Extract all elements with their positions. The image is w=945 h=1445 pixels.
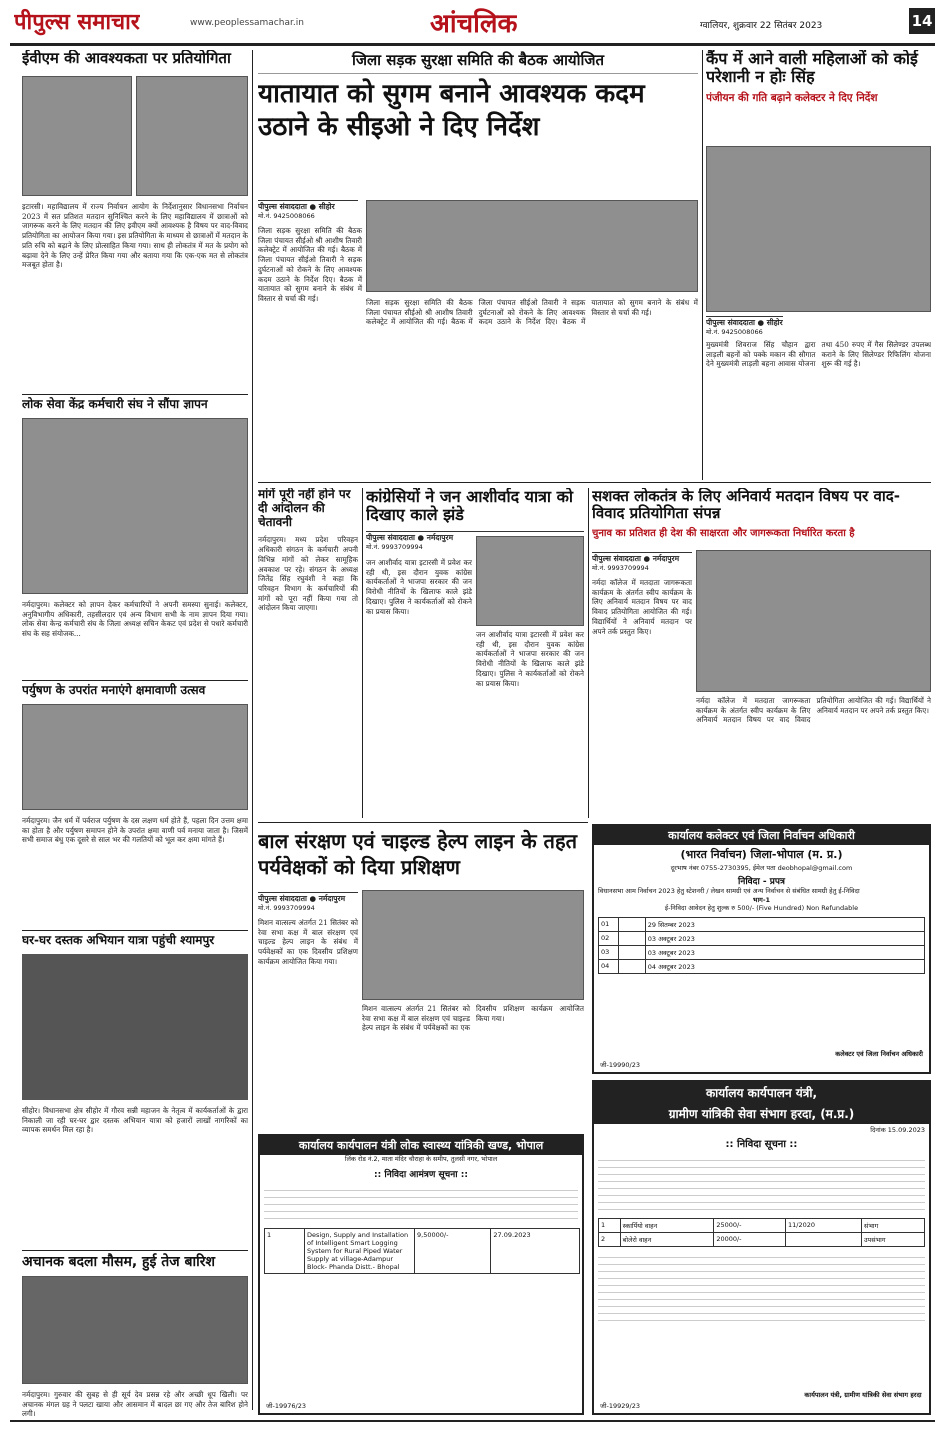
story-headline: मांगें पूरी नहीं होने पर दी आंदोलन की चेतावनी: [258, 488, 351, 529]
story-body: नर्मदापुरम। कलेक्टर को ज्ञापन देकर कर्मचारियों ने अपनी समस्या सुनाई। कलेक्टर, अनुविभागीय अधिकारी, तहसीलदार एवं अन्य विभाग सभी के नाम ज्ञापन दिया गया। लोक सेवा केन्द्र कर्मचारी संघ के जिला अध्यक्ष सचिन केकट एवं प्रदेश से पधारे कर्मचारी संघ के सह संयोजक...: [22, 600, 248, 639]
cell: 11/2020: [786, 1219, 862, 1233]
cell: 20000/-: [714, 1233, 786, 1247]
bal-story: [258, 828, 584, 1128]
mange-story: [258, 488, 358, 818]
ad-subtitle: ग्रामीण यांत्रिकी सेवा संभाग हरदा, (म.प्र.): [594, 1103, 929, 1124]
tender-table: 1 Design, Supply and Installation of Intelligent Smart Logging System for Rural Piped Water Supply at village-Adampur Block- Phanda Distt.- Bhopal 9,50000/- 27.09.2023: [264, 1228, 580, 1274]
story-headline: कैंप में आने वाली महिलाओं को कोई परेशानी न होः सिंह: [706, 50, 918, 87]
website: www.peoplessamachar.in: [190, 18, 304, 28]
ad-date: दिनांक 15.09.2023: [870, 1126, 925, 1134]
story-photo: [22, 76, 132, 196]
ad-notice-body: विधानसभा आम निर्वाचन 2023 हेतु स्टेशनरी / लेखन सामग्री एवं अन्य निर्वाचन से संबंधित सामग्री हेतु ई-निविदा: [598, 887, 860, 896]
byline: पीपुल्स संवाददाता ● नर्मदापुरम: [258, 892, 358, 904]
cell: 2: [599, 1233, 621, 1247]
ad-footer: कलेक्टर एवं जिला निर्वाचन अधिकारी: [835, 1049, 923, 1058]
ad-address: लिंक रोड नं.2, माता मंदिर चौराहा के समीप, तुलसी नगर, भोपाल: [344, 1155, 498, 1163]
story-photo: [362, 890, 584, 1000]
story-body: नर्मदापुरम। जैन धर्म में पर्वराज पर्युषण के दस लक्षण धर्म होते हैं, पहला दिन उत्तम क्षमा का होता है और पर्युषण समापन होने के उपरांत क्षमा वाणी पर्व मनाया जाता है। जिसमें सभी समाज बंधु एक दूसरे से साल भर की गलतियों को भूल कर क्षमा मांगते हैं।: [22, 816, 248, 845]
story-photo: [366, 200, 698, 292]
story-photo: [22, 954, 248, 1100]
cell: बोलेरो वाहन: [620, 1233, 714, 1247]
lok-swasthya-ad: [258, 1134, 584, 1415]
ad-phone: दूरभाष नंबर 0755-2730395, ईमेल पता deobhopal@gmail.com: [670, 864, 853, 872]
story-photo: [22, 1276, 248, 1384]
amount-cell: 9,50000/-: [415, 1229, 491, 1274]
ad-ref: जी-19990/23: [600, 1060, 640, 1069]
matdan-story: [592, 488, 931, 818]
story-headline: अचानक बदला मौसम, हुई तेज बारिश: [22, 1254, 215, 1270]
ad-subtitle: (भारत निर्वाचन) जिला-भोपाल (म. प्र.): [680, 848, 843, 861]
ad-terms: [598, 1251, 925, 1321]
story-photo: [136, 76, 248, 196]
story-photo: [22, 704, 248, 810]
ad-notice-text: [264, 1184, 578, 1224]
ad-footer: कार्यपालन यंत्री, ग्रामीण यांत्रिकी सेवा संभाग हरदा: [804, 1390, 922, 1399]
cell: 25000/-: [714, 1219, 786, 1233]
date-cell: 03 अक्टूबर 2023: [645, 931, 924, 945]
date-cell: 03 अक्टूबर 2023: [645, 945, 924, 959]
story-body: सीहोर। विधानसभा क्षेत्र सीहोर में गौरव सन्नी महाजन के नेतृत्व में कार्यकर्ताओं के द्वारा निकाली जा रही घर-घर द्वार दस्तक अभियान यात्रा को हजारों लाखों नागरिकों का व्यापक समर्थन मिल रहा है।: [22, 1106, 248, 1135]
item-cell: Design, Supply and Installation of Intelligent Smart Logging System for Rural Piped Water Supply at village-Adampur Block- Phanda Distt.- Bhopal: [305, 1229, 415, 1274]
logo: पीपुल्स समाचार: [14, 9, 140, 35]
story-headline: सशक्त लोकतंत्र के लिए अनिवार्य मतदान विषय पर वाद-विवाद प्रतियोगिता संपन्न: [592, 488, 900, 523]
story-headline: कांग्रेसियों ने जन आशीर्वाद यात्रा को दिखाए काले झंडे: [366, 488, 574, 525]
ad-fee: ई-निविदा आवेदन हेतु शुल्क रु 500/- (Five Hundred) Non Refundable: [664, 904, 859, 913]
section-title: आंचलिक: [430, 9, 518, 39]
story-photo: [22, 418, 248, 594]
byline: पीपुल्स संवाददाता ● नर्मदापुरम: [592, 552, 692, 564]
story-body: नर्मदापुरम। मध्य प्रदेश परिवहन अधिकारी संगठन के कर्मचारी अपनी विभिन्न मांगों को लेकर सामूहिक अवकाश पर रहे। संगठन के अध्यक्ष जितेंद्र सिंह रघुवंशी ने कहा कि परिवहन विभाग के कर्मचारियों की मांगों को पूरा नहीं किया गया तो आंदोलन किया जाएगा।: [258, 535, 358, 613]
story-body: मुख्यमंत्री शिवराज सिंह चौहान द्वारा लाड़ली बहनों को पक्के मकान की सौगात देने मुख्यमंत्री लाड़ली बहना आवास योजना तथा 450 रुपए में गैस सिलेण्डर उपलब्ध कराने के लिए सिलेण्डर रिफिलिंग योजना शुरू की गई है।: [706, 340, 931, 369]
ad-notice-title: :: निविदा सूचना ::: [725, 1139, 798, 1151]
cell: संभाग: [861, 1219, 924, 1233]
tender-table: 01 29 सितम्बर 2023 02 03 अक्टूबर 2023 03 03 अक्टूबर 2023 04 04 अक्टूबर 2023: [598, 917, 925, 974]
ad-notice-title: :: निविदा आमंत्रण सूचना ::: [374, 1170, 468, 1181]
story-headline: पर्युषण के उपरांत मनाएंगे क्षमावाणी उत्सव: [22, 683, 206, 697]
byline: पीपुल्स संवाददाता ● सीहोर: [706, 318, 783, 327]
story-subhead: चुनाव का प्रतिशत ही देश की साक्षरता और जागरूकता निर्धारित करता है: [592, 527, 855, 539]
ad-ref: जी-19976/23: [266, 1401, 306, 1410]
story-body: नर्मदापुरम। गुरुवार की सुबह से ही सूर्य देव प्रसन्न रहे और अच्छी धूप खिली। पर अचानक मंगल ग्रह ने पलटा खाया और आसमान में बादल छा गए और तेज बारिश होने लगी।: [22, 1390, 248, 1419]
story-body: नर्मदा कॉलेज में मतदाता जागरूकता कार्यक्रम के अंतर्गत स्वीप कार्यक्रम के लिए अनिवार्य मतदान विषय पर वाद विवाद प्रतियोगिता आयोजित की गई। विद्यार्थियों ने अनिवार्य मतदान पर अपने तर्क प्रस्तुत किए।: [696, 696, 931, 725]
story-headline: घर-घर दस्तक अभियान यात्रा पहुंची श्यामपुर: [22, 933, 215, 947]
mobile: मो.नं. 9425008066: [706, 328, 763, 336]
lead-headline: यातायात को सुगम बनाने आवश्यक कदम उठाने के सीइओ ने दिए निर्देश: [258, 79, 645, 142]
right-story: [706, 50, 931, 480]
byline: पीपुल्स संवाददाता ● सीहोर: [258, 200, 358, 212]
date-cell: 29 सितम्बर 2023: [645, 917, 924, 931]
dateline: ग्वालियर, शुक्रवार 22 सितंबर 2023: [700, 21, 823, 31]
story-body: जन आशीर्वाद यात्रा इटारसी में प्रवेश कर रही थी, इस दौरान युवक कांग्रेस कार्यकर्ताओं ने भाजपा सरकार की जन विरोधी नीतियों के खिलाफ काले झंडे दिखाए। पुलिस ने कार्यकर्ताओं को रोकने का प्रयास किया।: [476, 630, 584, 688]
tender-table: [598, 1218, 925, 1247]
story-headline: बाल संरक्षण एवं चाइल्ड हेल्प लाइन के तहत पर्यवेक्षकों को दिया प्रशिक्षण: [258, 829, 577, 879]
kicker: जिला सड़क सुरक्षा समिति की बैठक आयोजित: [258, 50, 698, 74]
story-headline: ईवीएम की आवश्यकता पर प्रतियोगिता: [22, 50, 231, 67]
story-headline: लोक सेवा केंद्र कर्मचारी संघ ने सौंपा ज्ञापन: [22, 397, 208, 411]
ad-notice-title: निविदा - प्रपत्र: [738, 877, 785, 888]
story-photo: [476, 536, 584, 626]
story-subhead: पंजीयन की गति बढ़ाने कलेक्टर ने दिए निर्देश: [706, 91, 878, 104]
ad-notice-text: [598, 1154, 925, 1214]
page-number: 14: [909, 8, 935, 34]
ad-ref: जी-19929/23: [600, 1401, 640, 1410]
story-body: जिला सड़क सुरक्षा समिति की बैठक जिला पंचायत सीईओ श्री आशीष तिवारी कलेक्ट्रेट में आयोजित की गई। बैठक में जिला पंचायत सीईओ तिवारी ने सड़क दुर्घटनाओं को रोकने के लिए आवश्यक कदम उठाने के निर्देश दिए। बैठक में यातायात को सुगम बनाने के संबंध में विस्तार से चर्चा की गई।: [258, 226, 362, 304]
story-body: इटारसी। महाविद्यालय में राज्य निर्वाचन आयोग के निर्देशानुसार विधानसभा निर्वाचन 2023 में सत प्रतिशत मतदान सुनिश्चित करने के लिए महाविद्यालय में छात्राओं को जागरूक करने के लिए मतदान की लिए इवीएम क्यों आवश्यक है विषय पर वाद-विवाद प्रतियोगिता का आयोजन किया गया। इस प्रतियोगिता के माध्यम से छात्राओं में मतदान के प्रति रुचि को बढ़ाने के लिए प्रोत्साहित किया गया। साथ ही लोकतंत्र में मत के प्रयोग को बढ़ावा देने के लिए उन्हें प्रेरित किया गया और बताया गया कि एक-एक मत से लोकतंत्र मजबूत होता है।: [22, 202, 248, 270]
mobile: मो.नं. 9993709994: [258, 904, 315, 912]
mobile: मो.नं. 9993709994: [592, 564, 649, 572]
cell: स्कार्पियो वाहन: [620, 1219, 714, 1233]
mobile: मो.नं. 9425008066: [258, 212, 315, 220]
story-photo: [696, 550, 931, 692]
cell: उपसंभाग: [861, 1233, 924, 1247]
ad-part: भाग-1: [752, 895, 771, 904]
story-body: मिशन वात्सल्य अंतर्गत 21 सितंबर को रेवा सभा कक्ष में बाल संरक्षण एवं चाइल्ड हेल्प लाइन के संबंध में पर्यवेक्षकों का एक दिवसीय प्रशिक्षण कार्यक्रम आयोजित किया गया।: [258, 918, 358, 966]
date-cell: 04 अक्टूबर 2023: [645, 959, 924, 973]
ad-title: कार्यालय कलेक्टर एवं जिला निर्वाचन अधिकारी: [594, 826, 929, 845]
story-photo: [706, 146, 931, 312]
mobile: मो.नं. 9993709994: [366, 542, 423, 551]
lead-story: [258, 50, 698, 480]
cell: [786, 1233, 862, 1247]
ad-title: कार्यालय कार्यपालन यंत्री लोक स्वास्थ्य यांत्रिकी खण्ड, भोपाल: [260, 1136, 582, 1155]
date-cell: 27.09.2023: [491, 1229, 580, 1274]
ad-title: कार्यालय कार्यपालन यंत्री,: [594, 1082, 929, 1103]
story-body: नर्मदा कॉलेज में मतदाता जागरूकता कार्यक्रम के अंतर्गत स्वीप कार्यक्रम के लिए अनिवार्य मतदान विषय पर वाद विवाद प्रतियोगिता आयोजित की गई। विद्यार्थियों ने अनिवार्य मतदान पर अपने तर्क प्रस्तुत किए।: [592, 578, 692, 636]
masthead: [10, 4, 935, 42]
story-body: मिशन वात्सल्य अंतर्गत 21 सितंबर को रेवा सभा कक्ष में बाल संरक्षण एवं चाइल्ड हेल्प लाइन के संबंध में पर्यवेक्षकों का एक दिवसीय प्रशिक्षण कार्यक्रम आयोजित किया गया।: [362, 1004, 584, 1033]
congress-story: [366, 488, 584, 818]
cell: 1: [599, 1219, 621, 1233]
left-column: [22, 50, 248, 1440]
story-body: जन आशीर्वाद यात्रा इटारसी में प्रवेश कर रही थी, इस दौरान युवक कांग्रेस कार्यकर्ताओं ने भाजपा सरकार की जन विरोधी नीतियों के खिलाफ काले झंडे दिखाए। पुलिस ने कार्यकर्ताओं को रोकने का प्रयास किया।: [366, 558, 472, 616]
story-body: जिला सड़क सुरक्षा समिति की बैठक जिला पंचायत सीईओ श्री आशीष तिवारी कलेक्ट्रेट में आयोजित की गई। बैठक में जिला पंचायत सीईओ तिवारी ने सड़क दुर्घटनाओं को रोकने के लिए आवश्यक कदम उठाने के निर्देश दिए। बैठक में यातायात को सुगम बनाने के संबंध में विस्तार से चर्चा की गई।: [366, 298, 698, 327]
bhopal-ad: [592, 824, 931, 1074]
harda-ad: [592, 1080, 931, 1415]
byline: पीपुल्स संवाददाता ● नर्मदापुरम: [366, 531, 584, 543]
